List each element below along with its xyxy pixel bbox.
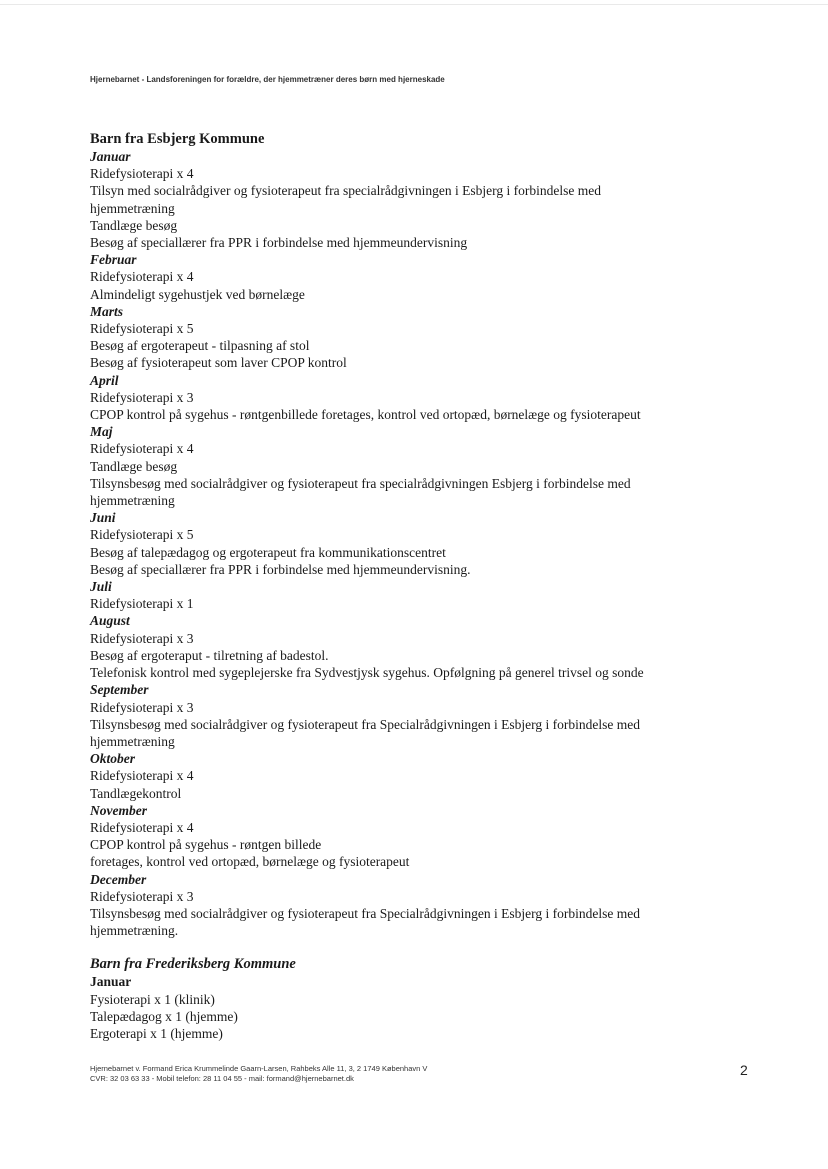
activity-line: Ridefysioterapi x 5 xyxy=(90,527,194,543)
page-number: 2 xyxy=(740,1062,748,1078)
month-heading: Januar xyxy=(90,149,131,164)
footer-address: Hjernebarnet v. Formand Erica Krummelinde Gaarn-Larsen, Rahbeks Alle 11, 3, 2 1749 København V xyxy=(90,1064,428,1073)
activity-line: Ridefysioterapi x 3 xyxy=(90,888,194,904)
activity-line: Tilsynsbesøg med socialrådgiver og fysioterapeut fra specialrådgivningen Esbjerg i forbindelse med xyxy=(90,475,631,491)
activity-line: Besøg af ergoterapeut - tilpasning af stol xyxy=(90,338,310,354)
scan-top-edge xyxy=(0,4,828,5)
month-heading: April xyxy=(90,372,119,388)
activity-line: Tilsyn med socialrådgiver og fysioterapeut fra specialrådgivningen i Esbjerg i forbindelse med xyxy=(90,183,601,199)
activity-line: Besøg af talepædagog og ergoterapeut fra kommunikationscentret xyxy=(90,544,446,560)
month-heading: Oktober xyxy=(90,751,135,767)
month-heading: Juni xyxy=(90,510,116,526)
document-header: Hjernebarnet - Landsforeningen for forældre, der hjemmetræner deres børn med hjerneskade xyxy=(90,75,445,84)
activity-line: hjemmetræning xyxy=(90,200,175,216)
activity-line: Tandlæge besøg xyxy=(90,217,178,233)
activity-line: Besøg af ergoteraput - tilretning af badestol. xyxy=(90,647,329,663)
month-heading: September xyxy=(90,682,149,698)
activity-line: Ridefysioterapi x 3 xyxy=(90,699,194,715)
activity-line: Ridefysioterapi x 4 xyxy=(90,768,194,784)
activity-line: Ridefysioterapi x 4 xyxy=(90,441,194,457)
activity-line: Besøg af fysioterapeut som laver CPOP kontrol xyxy=(90,355,347,371)
month-heading: Marts xyxy=(90,303,124,319)
activity-line: Telefonisk kontrol med sygeplejerske fra Sydvestjysk sygehus. Opfølgning på generel trivsel og sonde xyxy=(90,665,644,681)
document-body xyxy=(90,131,750,1042)
month-heading: August xyxy=(90,613,130,629)
activity-line: Fysioterapi x 1 (klinik) xyxy=(90,991,215,1007)
activity-line: hjemmetræning xyxy=(90,733,175,749)
activity-line: foretages, kontrol ved ortopæd, børnelæge og fysioterapeut xyxy=(90,854,410,870)
activity-line: Ridefysioterapi x 5 xyxy=(90,321,194,337)
month-heading: Juli xyxy=(90,579,112,595)
month-heading: December xyxy=(90,871,147,887)
activity-line: Tandlæge besøg xyxy=(90,458,178,474)
document-footer xyxy=(90,1064,427,1084)
activity-line: Ridefysioterapi x 3 xyxy=(90,630,194,646)
month-heading: Januar xyxy=(90,974,132,990)
activity-line: Ridefysioterapi x 4 xyxy=(90,819,194,835)
section-title: Barn fra Esbjerg Kommune xyxy=(90,131,265,147)
activity-line: Almindeligt sygehustjek ved børnelæge xyxy=(90,286,305,302)
activity-line: Tilsynsbesøg med socialrådgiver og fysioterapeut fra Specialrådgivningen i Esbjerg i forbindelse med xyxy=(90,716,640,732)
activity-line: Ergoterapi x 1 (hjemme) xyxy=(90,1025,223,1041)
activity-line: Talepædagog x 1 (hjemme) xyxy=(90,1008,238,1024)
month-heading: Februar xyxy=(90,252,137,268)
footer-contact: CVR: 32 03 63 33 - Mobil telefon: 28 11 04 55 - mail: formand@hjernebarnet.dk xyxy=(90,1074,354,1083)
activity-line: Ridefysioterapi x 4 xyxy=(90,166,194,182)
activity-line: CPOP kontrol på sygehus - røntgenbillede foretages, kontrol ved ortopæd, børnelæge og fysioterapeut xyxy=(90,407,641,423)
section-gap xyxy=(90,939,750,956)
activity-line: hjemmetræning. xyxy=(90,923,179,939)
activity-line: hjemmetræning xyxy=(90,493,175,509)
activity-line: Ridefysioterapi x 3 xyxy=(90,389,194,405)
activity-line: Ridefysioterapi x 1 xyxy=(90,596,194,612)
activity-line: Tandlægekontrol xyxy=(90,785,182,801)
section-title: Barn fra Frederiksberg Kommune xyxy=(90,956,296,973)
month-heading: Maj xyxy=(90,424,113,440)
activity-line: CPOP kontrol på sygehus - røntgen billede xyxy=(90,837,322,853)
activity-line: Besøg af speciallærer fra PPR i forbindelse med hjemmeundervisning xyxy=(90,235,468,251)
activity-line: Tilsynsbesøg med socialrådgiver og fysioterapeut fra Specialrådgivningen i Esbjerg i forbindelse med xyxy=(90,905,640,921)
month-heading: November xyxy=(90,802,147,818)
activity-line: Besøg af speciallærer fra PPR i forbindelse med hjemmeundervisning. xyxy=(90,561,471,577)
activity-line: Ridefysioterapi x 4 xyxy=(90,269,194,285)
